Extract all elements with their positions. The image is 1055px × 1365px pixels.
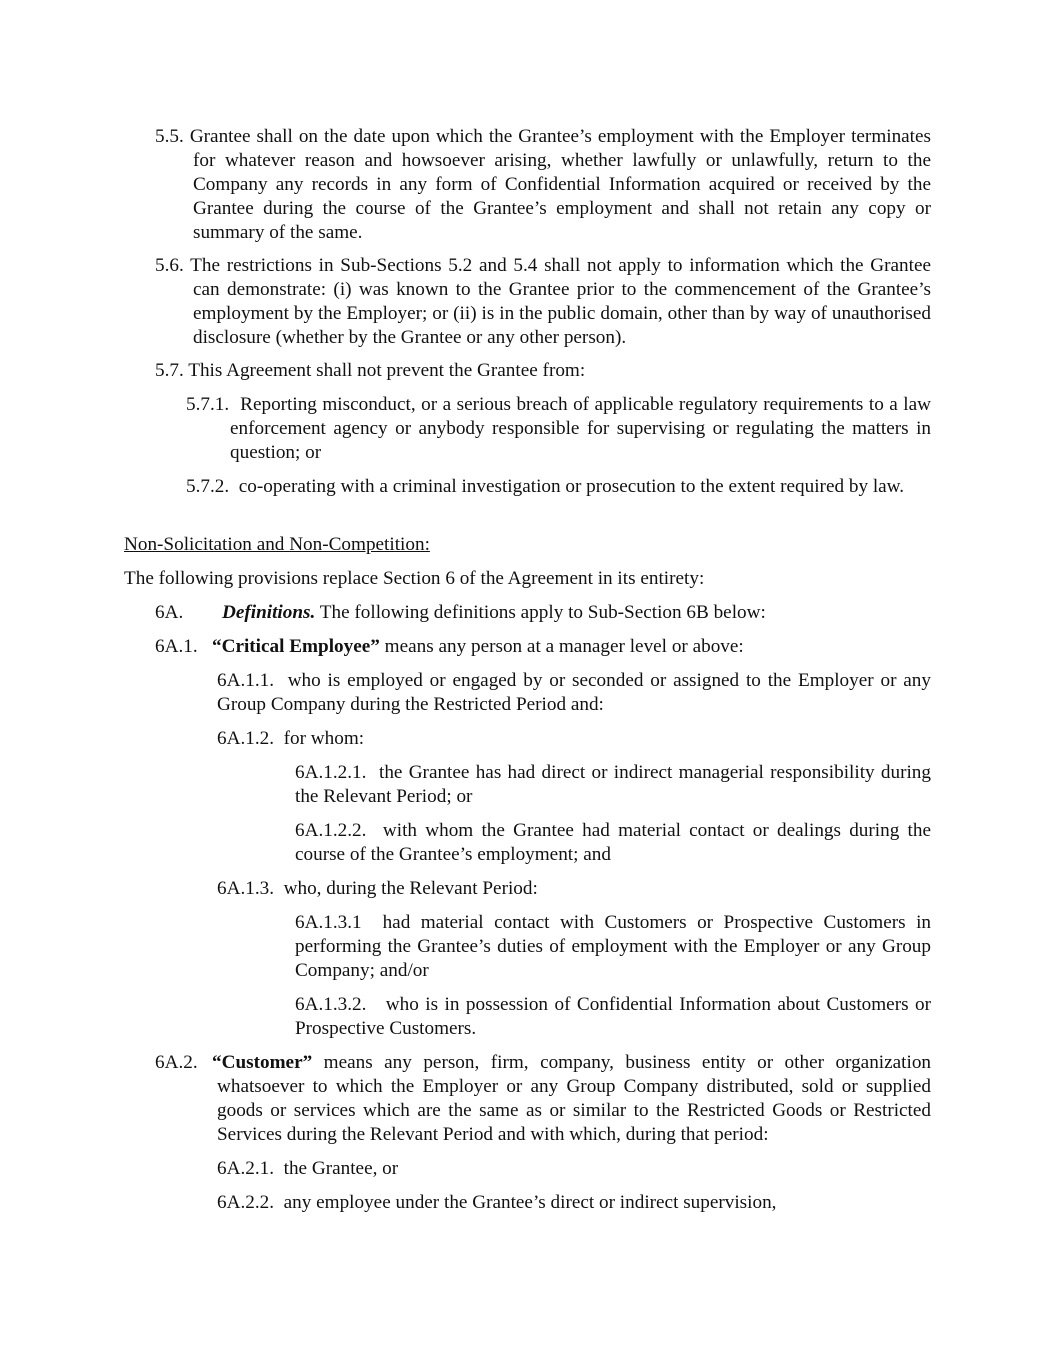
clause-text: who is employed or engaged by or seconded or assigned to the Employer or any Group Company during the Restricted Period and: [217,670,931,715]
clause-term: Definitions. [222,602,316,623]
clause-text: the Grantee, or [283,1158,399,1179]
clause-number: 5.7. [155,360,184,381]
clause-6a-1 [155,635,931,659]
clause-6a-1-1 [217,669,931,717]
clause-6a-2-2 [217,1191,931,1215]
clause-6a-1-2-1 [295,761,931,809]
clause-text: any employee under the Grantee’s direct or indirect supervision, [283,1192,777,1213]
clause-6a-1-2-2 [295,819,931,867]
clause-6a-2-1 [217,1157,931,1181]
clause-5-7 [155,359,931,383]
clause-number: 5.6. [155,255,184,276]
clause-5-6 [155,254,932,350]
clause-text: Reporting misconduct, or a serious breach of applicable regulatory requirements to a law enforcement agency or anybody responsible for supervising or regulating the matters in question; or [230,394,931,463]
clause-text: means any person, firm, company, business entity or other organization whatsoever to which the Employer or any Group Company distributed, sold or supplied goods or services which are the same as or similar to the Restricted Goods or Restricted Services during the Relevant Period and with which, during that period: [217,1052,932,1145]
clause-text: for whom: [283,728,365,749]
clause-6a-1-3-1 [295,911,931,983]
clause-text: had material contact with Customers or Prospective Customers in performing the Grantee’s duties of employment with the Employer or any Group Company; and/or [295,912,932,981]
clause-6a-1-2 [217,727,931,751]
clause-6a-1-3-2 [295,993,931,1041]
intro-paragraph: The following provisions replace Section 6 of the Agreement in its entirety: [124,568,705,589]
clause-number: 6A.2.2. [217,1192,275,1213]
clause-number: 6A.2. [155,1052,198,1073]
clause-text: co-operating with a criminal investigation or prosecution to the extent required by law. [238,476,905,497]
clause-number: 6A.1. [155,636,198,657]
clause-number: 6A.1.2.2. [295,820,367,841]
clause-number: 6A. [155,602,184,623]
clause-text: who is in possession of Confidential Information about Customers or Prospective Customers. [295,994,931,1039]
clause-5-7-1 [186,393,931,465]
clause-text: means any person at a manager level or above: [384,636,744,657]
clause-number: 6A.2.1. [217,1158,275,1179]
clause-number: 5.7.2. [186,476,230,497]
clause-text: who, during the Relevant Period: [283,878,538,899]
clause-6a [155,601,931,625]
clause-text: The restrictions in Sub-Sections 5.2 and 5.4 shall not apply to information which the Grantee can demonstrate: (i) was known to the Grantee prior to the commencement of the Grantee’s employment by the Employer; or (ii) is in the public domain, other than by way of unauthorised disclosure (whether by the Grantee or any other person). [190,255,932,348]
clause-term: “Customer” [212,1052,313,1073]
clause-5-5 [155,125,931,245]
clause-text: with whom the Grantee had material contact or dealings during the course of the Grantee’s employment; and [295,820,931,865]
clause-text: the Grantee has had direct or indirect managerial responsibility during the Relevant Period; or [295,762,931,807]
clause-text: Grantee shall on the date upon which the Grantee’s employment with the Employer terminates for whatever reason and howsoever arising, whether lawfully or unlawfully, return to the Company any records in any form of Confidential Information acquired or received by the Grantee during the course of the Grantee’s employment and shall not retain any copy or summary of the same. [189,126,931,243]
clause-number: 5.5. [155,126,184,147]
clause-term: “Critical Employee” [212,636,380,657]
clause-number: 6A.1.3.1 [295,912,362,933]
section-heading: Non-Solicitation and Non-Competition: [124,534,430,555]
clause-number: 6A.1.2. [217,728,275,749]
clause-number: 5.7.1. [186,394,230,415]
clause-text: This Agreement shall not prevent the Grantee from: [188,360,586,381]
clause-6a-1-3 [217,877,931,901]
clause-5-7-2 [186,475,931,499]
clause-number: 6A.1.2.1. [295,762,367,783]
clause-number: 6A.1.1. [217,670,275,691]
clause-number: 6A.1.3. [217,878,275,899]
clause-text: The following definitions apply to Sub-Section 6B below: [319,602,766,623]
clause-number: 6A.1.3.2. [295,994,367,1015]
clause-6a-2 [155,1051,932,1147]
